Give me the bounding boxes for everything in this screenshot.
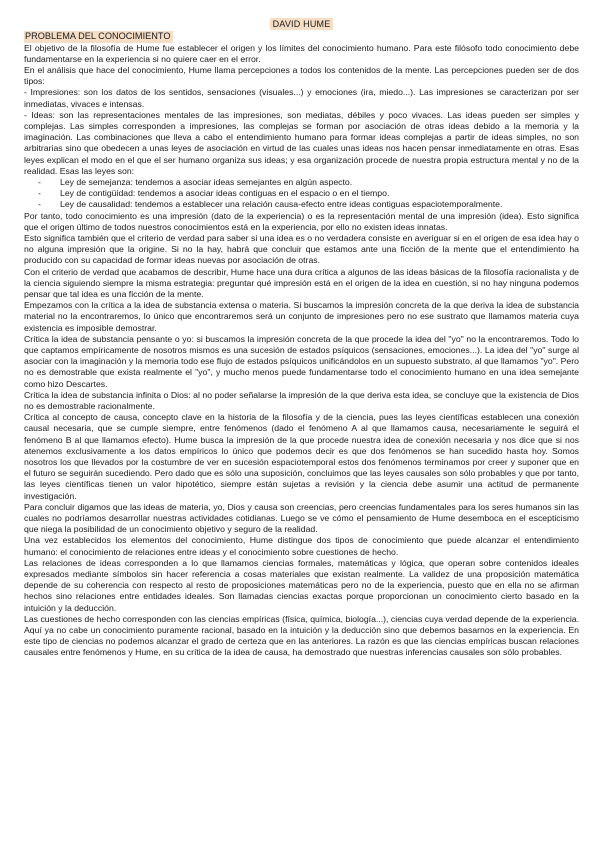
- document-title: DAVID HUME: [270, 18, 334, 30]
- list-item-law-contiguity: - Ley de contigüidad: tendemos a asociar ideas contiguas en el espacio o en el tiempo.: [24, 188, 579, 199]
- section-heading: PROBLEMA DEL CONOCIMIENTO: [25, 31, 171, 41]
- paragraph-origin: Por tanto, todo conocimiento es una impresión (dato de la experiencia) o es la representación mental de una impresión (idea). Esto significa que el origen último de todos nuestros conocimientos está en la experiencia, por ello no existen ideas innatas.: [24, 210, 579, 232]
- paragraph-ideas: - Ideas: son las representaciones mentales de las impresiones, son mediatas, débiles y poco vivaces. Las ideas pueden ser simples y complejas. Las simples corresponden a impresiones, las complejas se forman por asociación de otras ideas debido a la memoria y la imaginación. Las combinaciones que lleva a cabo el entendimiento humano para formar ideas complejas a partir de ideas simples, no son arbitrarias sino que obedecen a unas leyes de asociación en virtud de las cuales unas ideas nos hacen pensar inmediatamente en otras. Esas leyes explican el modo en el que el ser humano organiza sus ideas; y esa organización procede de nuestra propia estructura mental y no de la realidad. Esas las leyes son:: [24, 109, 579, 176]
- paragraph-conclusion: Para concluir digamos que las ideas de materia, yo, Dios y causa son creencias, pero creencias fundamentales para los seres humanos sin las cuales no podríamos desarrollar nuestras actividades cotidianas. Luego se ve cómo el pensamiento de Hume desemboca en el escepticismo que niega la posibilidad de un conocimiento objetivo y seguro de la realidad.: [24, 501, 579, 535]
- section-heading-row: [24, 31, 579, 43]
- paragraph-matters-of-fact: Las cuestiones de hecho corresponden con las ciencias empíricas (física, química, biología...), ciencias cuya verdad depende de la experiencia. Aquí ya no cabe un conocimiento puramente racional, basado en la intuición y la deducción sino que debemos basarnos en la experiencia. En este tipo de ciencias no podemos alcanzar el grado de certeza que en las anteriores. La razón es que las ciencias empíricas buscan relaciones causales entre fenómenos y Hume, en su crítica de la idea de causa, ha demostrado que nuestras inferencias causales son sólo probables.: [24, 613, 579, 658]
- list-item-law-resemblance: - Ley de semejanza: tendemos a asociar ideas semejantes en algún aspecto.: [24, 177, 579, 188]
- paragraph-critique-intro: Con el criterio de verdad que acabamos de describir, Hume hace una dura crítica a algunos de las ideas básicas de la filosofía racionalista y de la ciencia siguiendo siempre la misma estrategia: preguntar qué impresión está en el origen de la idea en cuestión, si no hay ninguna podemos pensar que tal idea es una ficción de la mente.: [24, 266, 579, 299]
- paragraph-knowledge-types: Una vez establecidos los elementos del conocimiento, Hume distingue dos tipos de conocimiento que puede alcanzar el entendimiento humano: el conocimiento de relaciones entre ideas y el conocimiento sobre cuestiones de hecho.: [24, 535, 579, 557]
- paragraph-critique-god: Crítica la idea de substancia infinita o Dios: al no poder señalarse la impresión de la que deriva esta idea, se concluye que la existencia de Dios no es demostrable racionalmente.: [24, 389, 579, 411]
- association-laws-list: [24, 177, 579, 211]
- paragraph-critique-causality: Crítica al concepto de causa, concepto clave en la historia de la filosofía y de la ciencia, pues las leyes científicas establecen una conexión causal necesaria, que se cumple siempre, entre fenómenos (dado el fenómeno A al que llamamos causa, necesariamente le seguirá el fenómeno B al que llamamos efecto). Hume busca la impresión de la que procede nuestra idea de conexión necesaria y nos dice que si nos atenemos exclusivamente a los datos empíricos lo único que podemos decir es que dos fenómenos se han sucedido hasta hoy. Somos nosotros los que llevados por la costumbre de ver en sucesión espaciotemporal estos dos fenómenos terminamos por creer y suponer que en el futuro se seguirán sucediendo. Pero dado que es sólo una suposición, concluimos que las leyes causales son sólo probables y que por tanto, las leyes científicas tienen un valor hipotético, siempre están sujetas a revisión y la ciencia debe asumir una actitud de permanente investigación.: [24, 412, 579, 501]
- paragraph-critique-matter: Empezamos con la crítica a la idea de substancia extensa o materia. Si buscamos la impresión concreta de la que deriva la idea de substancia material no la encontraremos, lo único que encontraremos será un conjunto de impresiones pero no ese sustrato que llamamos materia cuya existencia es imposible demostrar.: [24, 300, 579, 333]
- paragraph-objective: El objetivo de la filosofía de Hume fue establecer el origen y los límites del conocimiento humano. Para este filósofo todo conocimiento debe fundamentarse en la experiencia si no quiere caer en el error.: [24, 42, 579, 64]
- paragraph-relations-of-ideas: Las relaciones de ideas corresponden a lo que llamamos ciencias formales, matemáticas y lógica, que operan sobre contenidos ideales expresados mediante símbolos sin hacer referencia a cosas materiales que existan realmente. La validez de una proposición matemática depende de su coherencia con respecto al resto de proposiciones matemáticas pero no de la experiencia, puesto que en ella no se afirman hechos sino relaciones entre entidades ideales. Son llamadas ciencias exactas porque proporcionan un conocimiento cierto basado en la intuición y la deducción.: [24, 557, 579, 613]
- title-row: [24, 18, 579, 31]
- paragraph-perceptions: En el análisis que hace del conocimiento, Hume llama percepciones a todos los contenidos de la mente. Las percepciones pueden ser de dos tipos:: [24, 64, 579, 87]
- paragraph-critique-self: Crítica la idea de substancia pensante o yo: si buscamos la impresión concreta de la que procede la idea del "yo" no la encontraremos. Todo lo que captamos empíricamente de nosotros mismos es una sucesión de estados psíquicos (sensaciones, emociones...). La idea del "yo" surge al asociar con la imaginación y la memoria todo ese flujo de estados psíquicos unificándolos en un supuesto substrato, al que llamamos "yo". Pero no es demostrable que exista realmente el "yo", y mucho menos puede fundamentarse todo el conocimiento humano en una idea semejante como hizo Descartes.: [24, 333, 579, 389]
- paragraph-truth-criterion: Esto significa también que el criterio de verdad para saber si una idea es o no verdadera consiste en averiguar si en el origen de esa idea hay o no alguna impresión que la origine. Si no la hay, habrá que concluir que estamos ante una ficción de la mente que el entendimiento ha producido con su capacidad de formar ideas nuevas por asociación de otras.: [24, 232, 579, 266]
- list-item-law-causality: - Ley de causalidad: tendemos a establecer una relación causa-efecto entre ideas contiguas espaciotemporalmente.: [24, 199, 579, 210]
- paragraph-impressions: - Impresiones: son los datos de los sentidos, sensaciones (visuales...) y emociones (ira, miedo...). Las impresiones se caracterizan por ser inmediatas, vivaces e intensas.: [24, 87, 579, 109]
